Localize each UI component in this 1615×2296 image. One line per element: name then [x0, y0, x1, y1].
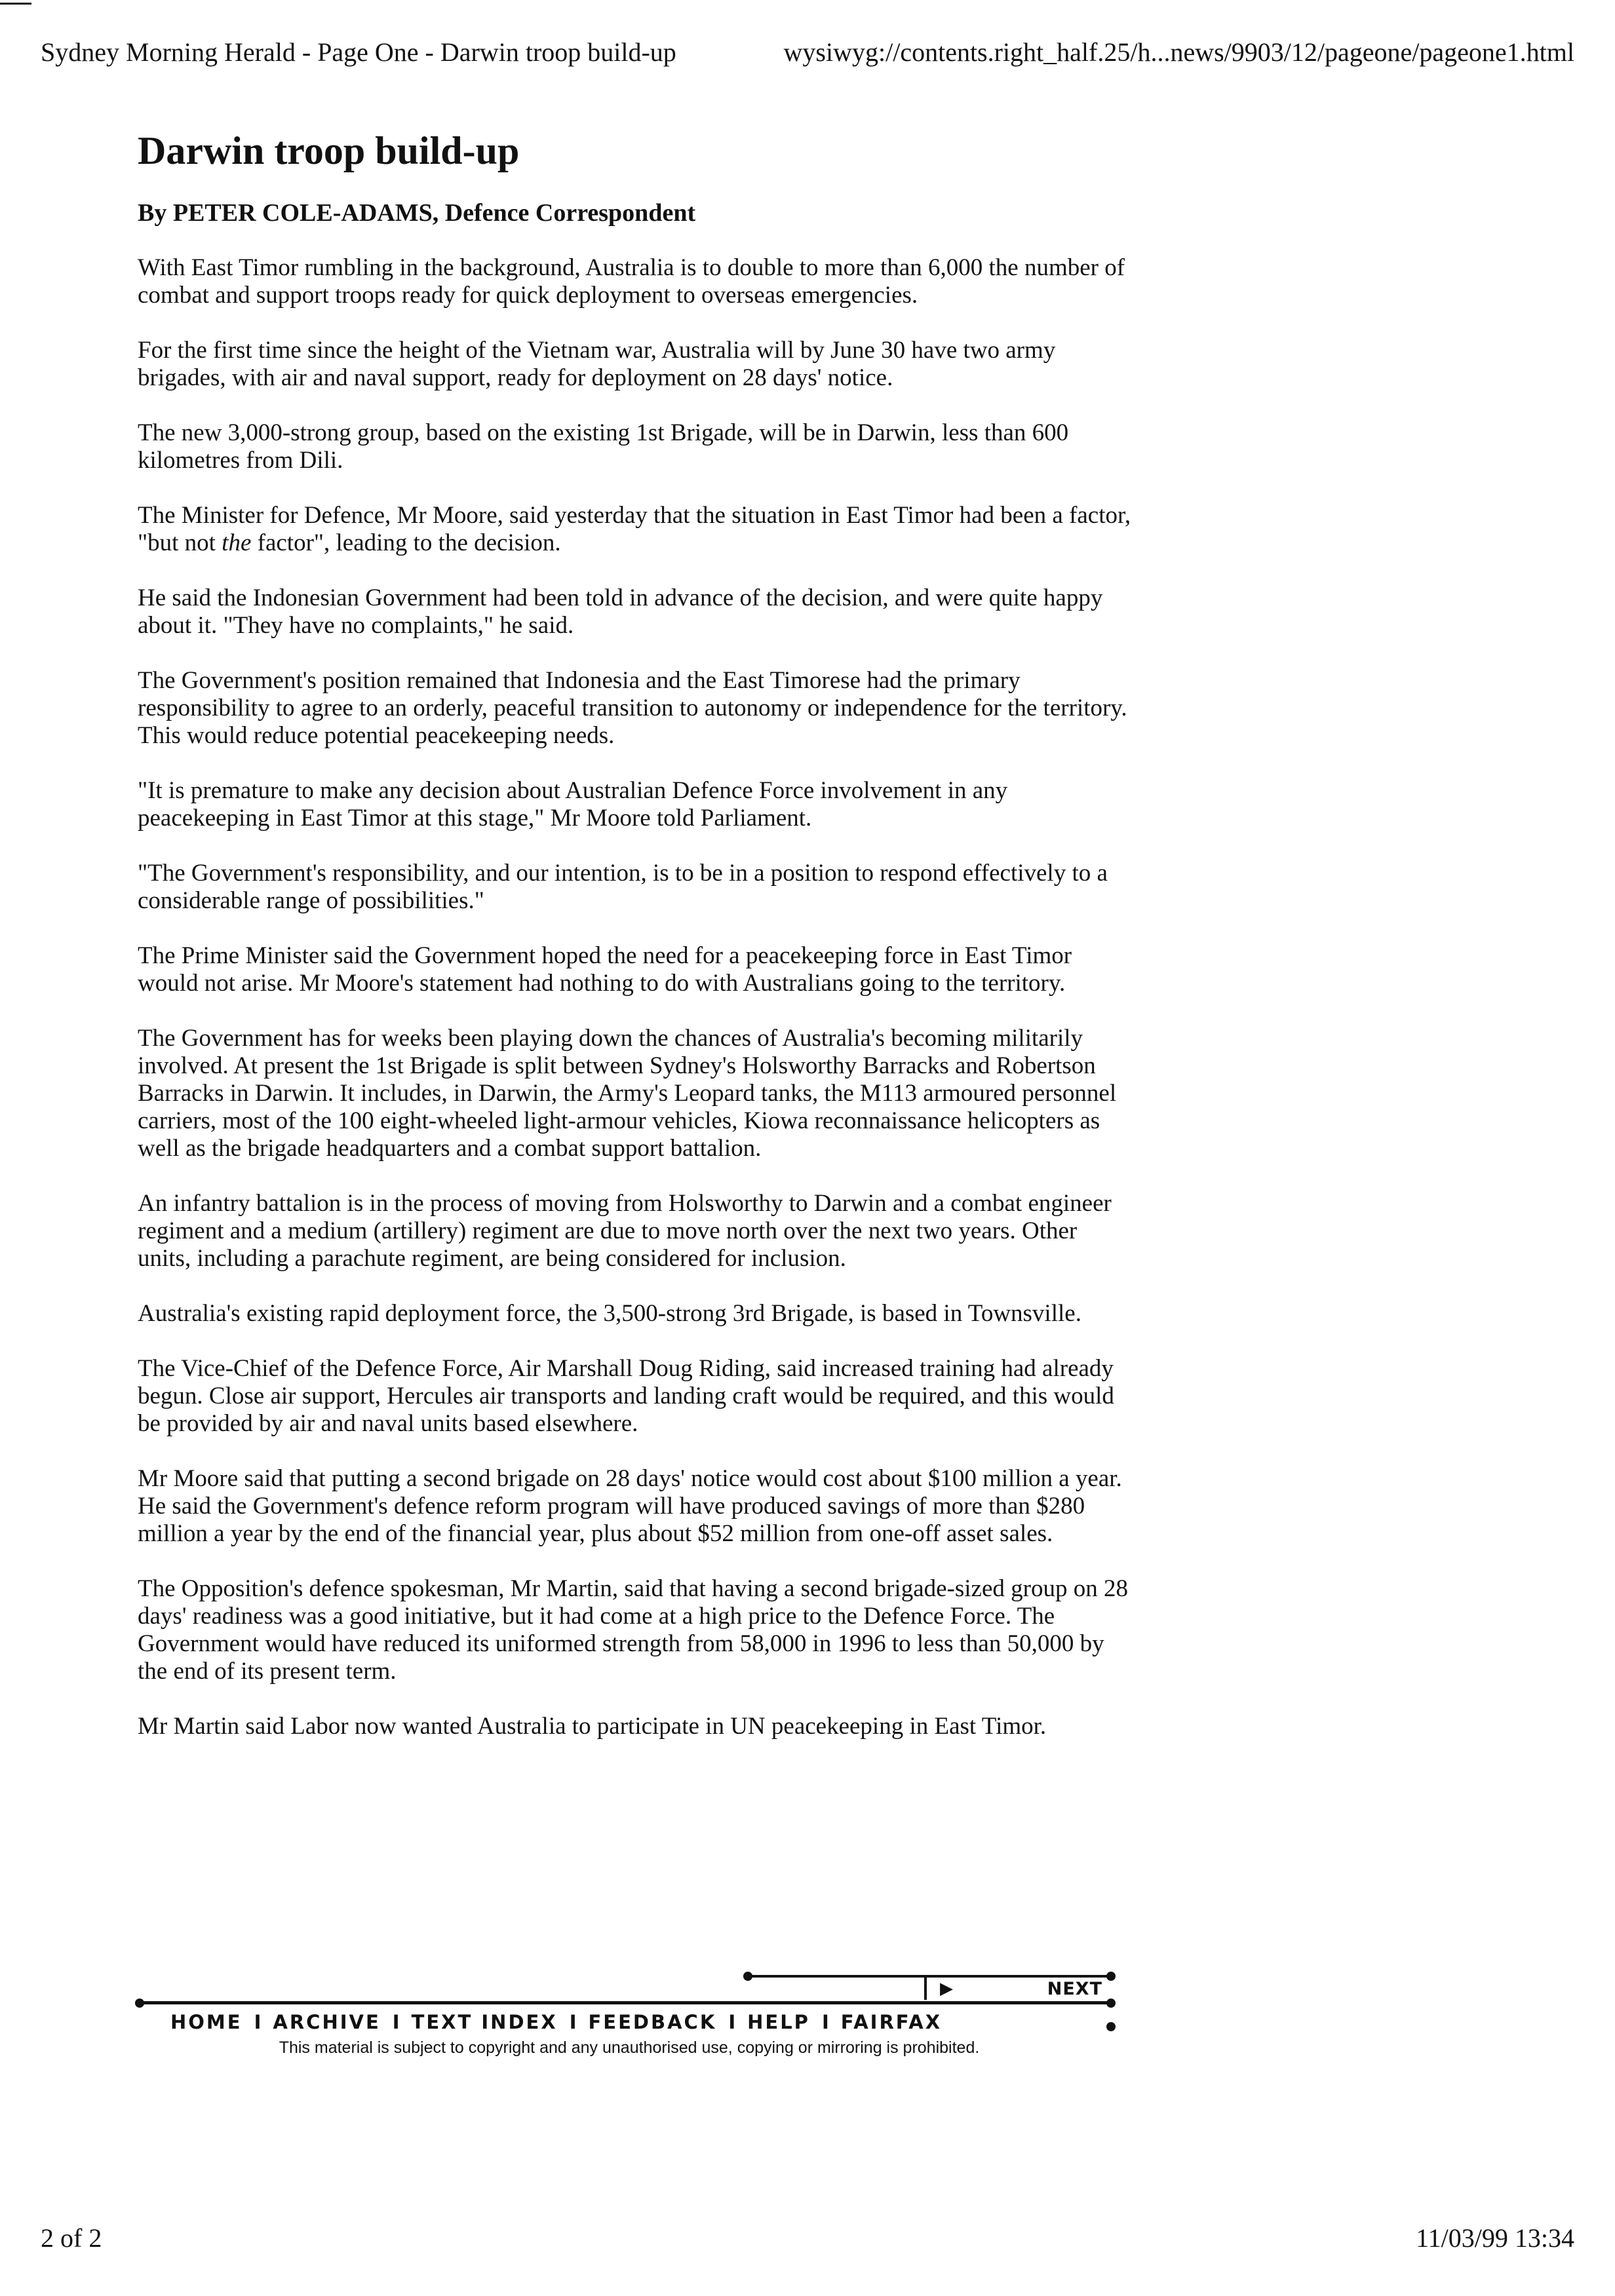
article-paragraph: The Vice-Chief of the Defence Force, Air Marshall Doug Riding, said increased training had already begun. Close air support, Hercules air transports and landing craft would be required, and this would be provided by air and naval units based elsewhere.	[138, 1355, 1114, 1437]
nav-link-help[interactable]: HELP	[747, 2011, 810, 2033]
nav-link-archive[interactable]: ARCHIVE	[273, 2011, 381, 2033]
nav-link-fairfax[interactable]: FAIRFAX	[840, 2011, 943, 2033]
nav-link-text-index[interactable]: TEXT INDEX	[411, 2011, 558, 2033]
article-headline: Darwin troop build-up	[138, 129, 520, 172]
article-paragraph: "It is premature to make any decision about Australian Defence Force involvement in any peacekeeping in East Timor at this stage," Mr Moore told Parliament.	[138, 777, 1008, 832]
nav-link-home[interactable]: HOME	[170, 2011, 243, 2033]
article-paragraph: The Opposition's defence spokesman, Mr Martin, said that having a second brigade-sized group on 28 days' readiness was a good initiative, but it had come at a high price to the Defence Force. The Government would have reduced its uniformed strength from 58,000 in 1996 to less than 50,000 by the end of its present term.	[138, 1575, 1128, 1685]
minister-text-before: The Minister for Defence, Mr Moore, said yesterday that the situation in East Timor had been a factor, "but not	[138, 502, 1131, 556]
next-divider	[924, 1976, 927, 2000]
article-paragraph: The Prime Minister said the Government hoped the need for a peacekeeping force in East Timor would not arise. Mr Moore's statement had nothing to do with Australians going to the territory.	[138, 942, 1072, 997]
minister-text-after: factor", leading to the decision.	[251, 529, 561, 556]
article-paragraph: For the first time since the height of the Vietnam war, Australia will by June 30 have two army brigades, with air and naval support, ready for deployment on 28 days' notice.	[138, 337, 1056, 391]
nav-rule-divider	[140, 2001, 1113, 2004]
print-datetime: 11/03/99 13:34	[1416, 2223, 1574, 2253]
rule-end-dot	[743, 1972, 752, 1981]
article-paragraph: Mr Moore said that putting a second brigade on 28 days' notice would cost about $100 million a year. He said the Government's defence reform program will have produced savings of more than $280 million a year by the end of the financial year, plus about $52 million from one-off asset sales.	[138, 1465, 1122, 1547]
print-footer	[41, 2221, 1574, 2255]
article	[138, 124, 1134, 1768]
nav-separator: I	[821, 2011, 829, 2033]
article-paragraph: An infantry battalion is in the process of moving from Holsworthy to Darwin and a combat engineer regiment and a medium (artillery) regiment are due to move north over the next two years. Other units, including a parachute regiment, are being considered for inclusion.	[138, 1190, 1112, 1272]
copyright-notice: This material is subject to copyright and any unauthorised use, copying or mirroring is prohibited.	[279, 2038, 980, 2057]
nav-separator: I	[392, 2011, 400, 2033]
article-paragraph: "The Government's responsibility, and our intention, is to be in a position to respond effectively to a considerable range of possibilities."	[138, 860, 1108, 914]
minister-text-emphasis: the	[222, 529, 252, 556]
article-paragraph: The new 3,000-strong group, based on the existing 1st Brigade, will be in Darwin, less than 600 kilometres from Dili.	[138, 419, 1069, 474]
article-body	[138, 254, 1134, 1740]
nav-links	[170, 2009, 1095, 2035]
corner-scan-mark	[0, 3, 31, 5]
article-paragraph: The Government has for weeks been playing down the chances of Australia's becoming militarily involved. At present the 1st Brigade is split between Sydney's Holsworthy Barracks and Robertson Barracks in Darwin. It includes, in Darwin, the Army's Leopard tanks, the M113 armoured personnel carriers, most of the 100 eight-wheeled light-armour vehicles, Kiowa reconnaissance helicopters as well as the brigade headquarters and a combat support battalion.	[138, 1025, 1117, 1162]
next-link-label: NEXT	[1047, 1979, 1102, 1999]
article-byline: By PETER COLE-ADAMS, Defence Correspondent	[138, 199, 696, 227]
print-page-url: wysiwyg://contents.right_half.25/h...news/9903/12/pageone/pageone1.html	[783, 37, 1574, 67]
nav-link-feedback[interactable]: FEEDBACK	[588, 2011, 717, 2033]
print-page-count: 2 of 2	[41, 2223, 102, 2253]
article-paragraph-minister	[138, 502, 1134, 557]
article-paragraph: The Government's position remained that Indonesia and the East Timorese had the primary responsibility to agree to an orderly, peaceful transition to autonomy or independence for the territory. This would reduce potential peacekeeping needs.	[138, 667, 1127, 749]
rule-end-dot	[1106, 1999, 1116, 2008]
nav-separator: I	[728, 2011, 736, 2033]
article-paragraph: Mr Martin said Labor now wanted Australia to participate in UN peacekeeping in East Timor.	[138, 1713, 1047, 1740]
article-paragraph: He said the Indonesian Government had been told in advance of the decision, and were quite happy about it. "They have no complaints," he said.	[138, 584, 1103, 639]
print-page-title: Sydney Morning Herald - Page One - Darwin troop build-up	[41, 37, 676, 67]
nav-separator: I	[254, 2011, 262, 2033]
nav-separator: I	[569, 2011, 577, 2033]
site-navigation	[138, 1959, 1114, 2064]
rule-end-dot	[1106, 2022, 1116, 2031]
play-triangle-icon: ▶	[940, 1979, 953, 1999]
print-header	[41, 35, 1574, 69]
next-button[interactable]	[924, 1976, 1109, 2000]
article-paragraph: With East Timor rumbling in the background, Australia is to double to more than 6,000 the number of combat and support troops ready for quick deployment to overseas emergencies.	[138, 254, 1125, 309]
article-paragraph: Australia's existing rapid deployment force, the 3,500-strong 3rd Brigade, is based in Townsville.	[138, 1300, 1081, 1327]
